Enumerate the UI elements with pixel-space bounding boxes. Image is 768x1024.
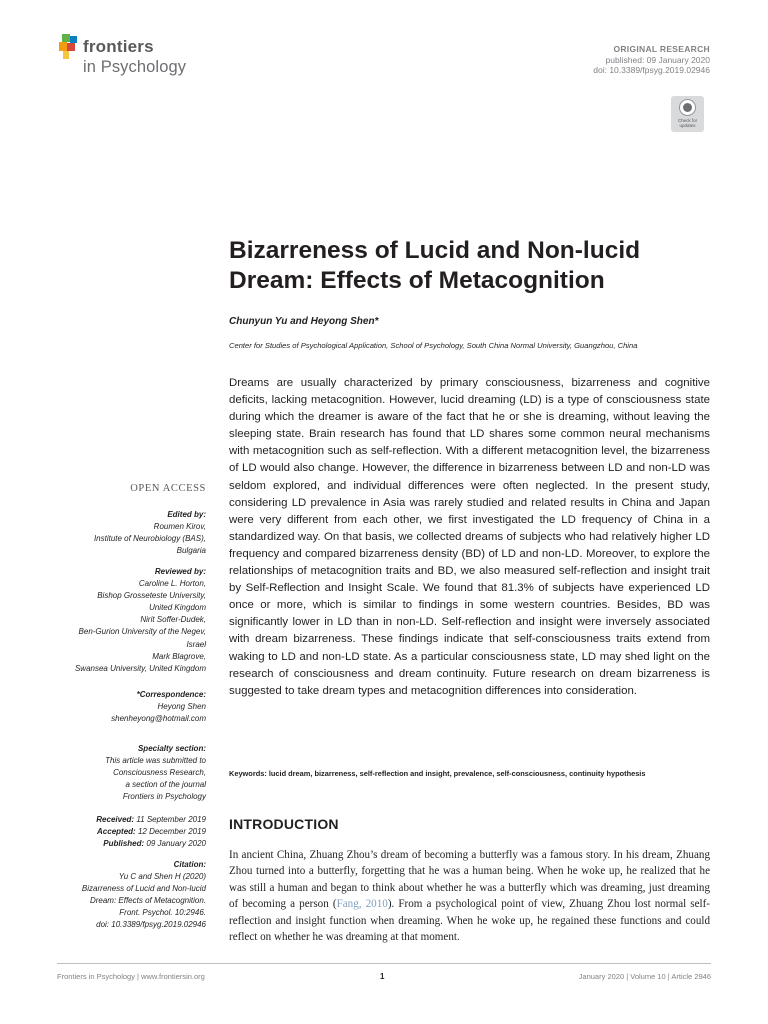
editor-line: Roumen Kirov, [153,522,206,532]
reviewer-line: Bishop Grosseteste University, [97,591,206,601]
published-label: Published: [103,839,145,849]
specialty-line: a section of the journal [125,780,206,790]
reviewer-line: United Kingdom [149,603,206,613]
reviewer-line: Mark Blagrove, [152,651,206,661]
keywords [229,769,710,779]
received-label: Received: [96,815,135,824]
specialty-line: Frontiers in Psychology [122,792,206,802]
reviewer-line: Nirit Soffer-Dudek, [140,615,206,625]
received-date: 11 September 2019 [136,815,206,824]
sidebar-dates [36,814,206,850]
edited-by-label: Edited by: [167,510,206,519]
frontiers-logo-icon [57,33,81,61]
journal-logo[interactable] [57,33,207,83]
published-row [36,838,206,850]
reviewed-by-label: Reviewed by: [154,567,206,576]
doi[interactable]: doi: 10.3389/fpsyg.2019.02946 [593,65,710,75]
intro-text: In ancient China, Zhuang Zhou’s dream of becoming a butterfly was a famous story. In his dream, Zhuang Zhou turned into a butterfly, forgetting that he was a human being. When he woke up, he realized that he was still a human and began to think about whether he was a butterfly which was dreaming, just dreaming of becoming a person ( [229,849,710,911]
check-updates-label: Check for updates [677,118,698,128]
received-row [36,814,206,826]
correspondence-label: *Correspondence: [136,690,206,699]
citation-doi[interactable]: doi: 10.3389/fpsyg.2019.02946 [96,920,206,930]
correspondence-name: Heyong Shen [157,702,206,712]
page-number: 1 [380,972,385,981]
reviewer-line: Swansea University, United Kingdom [74,663,206,673]
article-type: ORIGINAL RESEARCH [613,44,710,54]
footer-journal[interactable]: Frontiers in Psychology | www.frontiersin.org [57,972,205,981]
citation-link[interactable]: Fang, 2010 [336,898,388,911]
citation-line: Yu C and Shen H (2020) [118,872,206,882]
accepted-row [36,826,206,838]
section-heading-introduction: INTRODUCTION [229,816,339,832]
published-date: published: 09 January 2020 [605,54,710,65]
keywords-list: lucid dream, bizarreness, self-reflection and insight, prevalence, self-consciousness, continuity hypothesis [268,769,646,778]
open-access-label: OPEN ACCESS [130,483,206,494]
article-authors: Chunyun Yu and Heyong Shen* [229,316,379,327]
sidebar-citation [36,859,206,932]
check-updates-icon [679,99,696,116]
article-meta [593,44,710,76]
keywords-label: Keywords: [229,769,267,778]
article-title: Bizarreness of Lucid and Non-lucid Dream: Effects of Metacognition [229,237,641,294]
check-for-updates-badge[interactable] [671,96,704,132]
citation-line: Dream: Effects of Metacognition. [89,896,206,906]
accepted-label: Accepted: [97,827,136,837]
sidebar-reviewed-by [36,566,206,675]
logo-text-journal: in Psychology [83,58,187,76]
correspondence-email[interactable]: shenheyong@hotmail.com [111,714,206,724]
specialty-line: This article was submitted to [105,756,206,766]
sidebar-edited-by [36,509,206,557]
intro-text: ). From a psychological point of view, Zhuang Zhou lost normal self-reflection and insight function when dreaming. When he woke up, he regained these functions and could reflect on whether he was dreaming at that moment. [229,898,711,944]
specialty-line: Consciousness Research, [113,768,206,778]
citation-line: Front. Psychol. 10:2946. [119,908,206,918]
introduction-paragraph [229,847,710,945]
footer-divider [57,963,711,964]
citation-label: Citation: [173,860,206,869]
reviewer-line: Israel [186,639,206,649]
editor-line: Bulgaria [176,546,206,556]
sidebar-correspondence [36,689,206,725]
reviewer-line: Ben-Gurion University of the Negev, [78,627,206,637]
abstract: Dreams are usually characterized by primary consciousness, bizarreness and cognitive deficits, lacking metacognition. However, lucid dreaming (LD) is a type of consciousness state during which the dreamer is aware of the fact that he or she is dreaming, without leaving the sleeping state. Brain research has found that LD shares some common neural mechanisms with metacognition such as self-reflection. With a different metacognition level, the bizarreness of LD would also change. However, the difference in bizarreness between LD and non-LD was seldom explored, and individual differences were often neglected. In the present study, considering LD prevalence in Asia was rarely studied and related results in China and Japan were very different from each other, we first investigated the LD frequency of China in a standardized way. On that basis, we collected dreams of subjects who had relatively higher LD frequency and compared bizarreness density (BD) of LD and non-LD. Moreover, to explore the relationships of metacognition traits and BD, we also measured self-reflection and insight trait by Self-Reflection and Insight Scale. We found that 81.3% of subjects have experienced LD once or more, which is similar to findings in some western countries. Besides, BD was significantly lower in LD than in non-LD. Self-reflection and insight were inversely associated with dream bizarreness. These findings indicate that self-consciousness traits extend from waking to LD and non-LD state. As a particular consciousness state, LD may shed light on the research of consciousness and dream continuity. Future research on dream bizarreness is suggested to take dream types and metacognition differences into consideration. [229,377,710,697]
reviewer-line: Caroline L. Horton, [138,579,206,589]
sidebar-specialty [36,743,206,803]
editor-line: Institute of Neurobiology (BAS), [93,534,206,544]
footer-issue: January 2020 | Volume 10 | Article 2946 [578,972,711,981]
author-affiliation: Center for Studies of Psychological Application, School of Psychology, South China Normal University, Guangzhou, China [229,341,638,350]
specialty-label: Specialty section: [137,744,206,753]
accepted-date: 12 December 2019 [137,827,206,837]
logo-text-frontiers: frontiers [83,37,154,56]
published-date-sidebar: 09 January 2020 [146,839,206,849]
citation-line: Bizarreness of Lucid and Non-lucid [81,884,206,894]
